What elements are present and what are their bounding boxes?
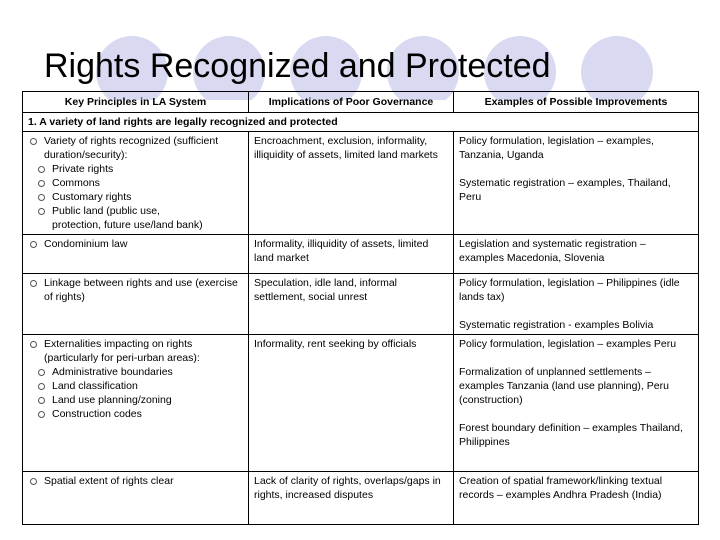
principle-text: Condominium law bbox=[28, 237, 243, 251]
examples-cell bbox=[454, 274, 699, 335]
implications-cell: Encroachment, exclusion, informality, illiquidity of assets, limited land markets bbox=[249, 132, 454, 235]
sub-item: Commons bbox=[28, 176, 243, 190]
principle-cell bbox=[23, 235, 249, 274]
table-row bbox=[23, 235, 699, 274]
principle-text: Linkage between rights and use (exercise of rights) bbox=[28, 276, 243, 304]
examples-cell bbox=[454, 335, 699, 472]
implications-cell: Informality, rent seeking by officials bbox=[249, 335, 454, 472]
sub-item: Land use planning/zoning bbox=[28, 393, 243, 407]
principles-table bbox=[22, 91, 699, 525]
example-text: Legislation and systematic registration – examples Macedonia, Slovenia bbox=[459, 238, 646, 264]
sub-list bbox=[28, 365, 243, 421]
example-text: Forest boundary definition – examples Thailand, Philippines bbox=[459, 422, 683, 448]
section-row bbox=[23, 113, 699, 132]
principle-text: Spatial extent of rights clear bbox=[28, 474, 243, 488]
implications-cell: Informality, illiquidity of assets, limited land market bbox=[249, 235, 454, 274]
examples-cell bbox=[454, 235, 699, 274]
examples-cell bbox=[454, 472, 699, 525]
implications-cell: Speculation, idle land, informal settlement, social unrest bbox=[249, 274, 454, 335]
sub-item: Administrative boundaries bbox=[28, 365, 243, 379]
principle-text: Externalities impacting on rights (particularly for peri-urban areas): bbox=[28, 337, 243, 365]
principle-cell bbox=[23, 472, 249, 525]
implications-cell: Lack of clarity of rights, overlaps/gaps in rights, increased disputes bbox=[249, 472, 454, 525]
example-text: Creation of spatial framework/linking textual records – examples Andhra Pradesh (India) bbox=[459, 475, 663, 501]
example-text: Policy formulation, legislation – examples, Tanzania, Uganda bbox=[459, 135, 654, 161]
table-header-row bbox=[23, 92, 699, 113]
sub-item: Customary rights bbox=[28, 190, 243, 204]
column-header: Key Principles in LA System bbox=[23, 92, 249, 113]
column-header: Implications of Poor Governance bbox=[249, 92, 454, 113]
column-header: Examples of Possible Improvements bbox=[454, 92, 699, 113]
sub-item: Land classification bbox=[28, 379, 243, 393]
principle-cell bbox=[23, 335, 249, 472]
sub-item: Public land (public use, bbox=[28, 204, 243, 218]
example-text: Systematic registration – examples, Thailand, Peru bbox=[459, 177, 671, 203]
table-row bbox=[23, 335, 699, 472]
sub-list bbox=[28, 162, 243, 218]
example-text: Formalization of unplanned settlements – examples Tanzania (land use planning), Peru (construction) bbox=[459, 366, 669, 406]
example-text: Systematic registration - examples Bolivia bbox=[459, 319, 654, 331]
sub-item: Construction codes bbox=[28, 407, 243, 421]
example-text: Policy formulation, legislation – examples Peru bbox=[459, 338, 677, 350]
table-row bbox=[23, 274, 699, 335]
table-row bbox=[23, 472, 699, 525]
principle-cell bbox=[23, 274, 249, 335]
sub-item: Private rights bbox=[28, 162, 243, 176]
section-heading: 1. A variety of land rights are legally recognized and protected bbox=[23, 113, 699, 132]
principle-text: Variety of rights recognized (sufficient duration/security): bbox=[28, 134, 243, 162]
examples-cell bbox=[454, 132, 699, 235]
table-row bbox=[23, 132, 699, 235]
example-text: Policy formulation, legislation – Philippines (idle lands tax) bbox=[459, 277, 680, 303]
slide-title: Rights Recognized and Protected bbox=[44, 47, 551, 85]
sub-item-continuation: protection, future use/land bank) bbox=[52, 219, 203, 231]
principle-cell bbox=[23, 132, 249, 235]
